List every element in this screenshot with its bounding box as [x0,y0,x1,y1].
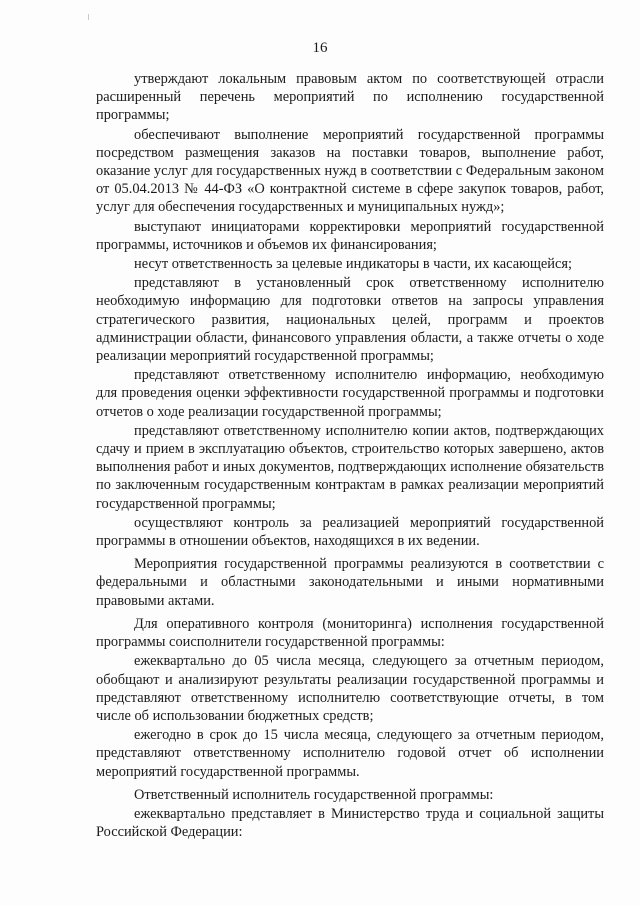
scan-mark [88,14,89,20]
paragraph-quarterly-reports: ежеквартально до 05 числа месяца, следующего за отчетным периодом, обобщают и анализируют результаты реализации государственной программы и представляют ответственному исполнителю соответствующие отчеты, в том числе об использовании бюджетных средств; [96,653,604,724]
paragraph-control: осуществляют контроль за реализацией мероприятий государственной программы в отношении объектов, находящихся в их ведении. [96,514,604,550]
paragraph-information-requests: представляют в установленный срок ответственному исполнителю необходимую информацию для подготовки ответов на запросы управления стратегического развития, национальных целей, программ и проектов администрации области, финансового управления области, а также отчеты о ходе реализации мероприятий государственной программы; [96,275,604,365]
paragraph-responsibility: несут ответственность за целевые индикаторы в части, их касающейся; [134,256,573,273]
paragraph-legal-basis: Мероприятия государственной программы реализуются в соответствии с федеральными и областными законодательными и иными нормативными правовыми актами. [96,556,604,609]
paragraph-acts-copies: представляют ответственному исполнителю копии актов, подтверждающих сдачу и прием в эксплуатацию объектов, строительство которых завершено, актов выполнения работ и иных документов, подтверждающих исполнение обязательств по заключенным государственным контрактам в рамках реализации мероприятий государственной программы; [96,422,604,512]
paragraph-initiators: выступают инициаторами корректировки мероприятий государственной программы, источников и объемов их финансирования; [96,218,604,253]
document-body [96,70,604,842]
paragraph-procurement: обеспечивают выполнение мероприятий государственной программы посредством размещения заказов на поставки товаров, выполнение работ, оказание услуг для государственных нужд в соответствии с Федеральным законом от 05.04.2013 № 44-ФЗ «О контрактной системе в сфере закупок товаров, работ, услуг для обеспечения государственных и муниципальных нужд»; [96,126,604,216]
paragraph-annual-report: ежегодно в срок до 15 числа месяца, следующего за отчетным периодом, представляют ответственному исполнителю годовой отчет об исполнении мероприятий государственной программы. [96,727,604,780]
paragraph-ministry-reporting: ежеквартально представляет в Министерство труда и социальной защиты Российской Федерации: [96,805,604,841]
paragraph-monitoring-intro: Для оперативного контроля (мониторинга) исполнения государственной программы соисполнители государственной программы: [96,615,604,651]
paragraph-efficiency-info: представляют ответственному исполнителю информацию, необходимую для проведения оценки эффективности государственной программы и подготовки отчетов о ходе реализации государственной программы; [96,367,604,420]
paragraph-responsible-executor: Ответственный исполнитель государственной программы: [134,786,494,803]
page-number: 16 [312,40,328,56]
paragraph-approve-list: утверждают локальным правовым актом по соответствующей отрасли расширенный перечень мероприятий по исполнению государственной программы; [96,71,604,124]
